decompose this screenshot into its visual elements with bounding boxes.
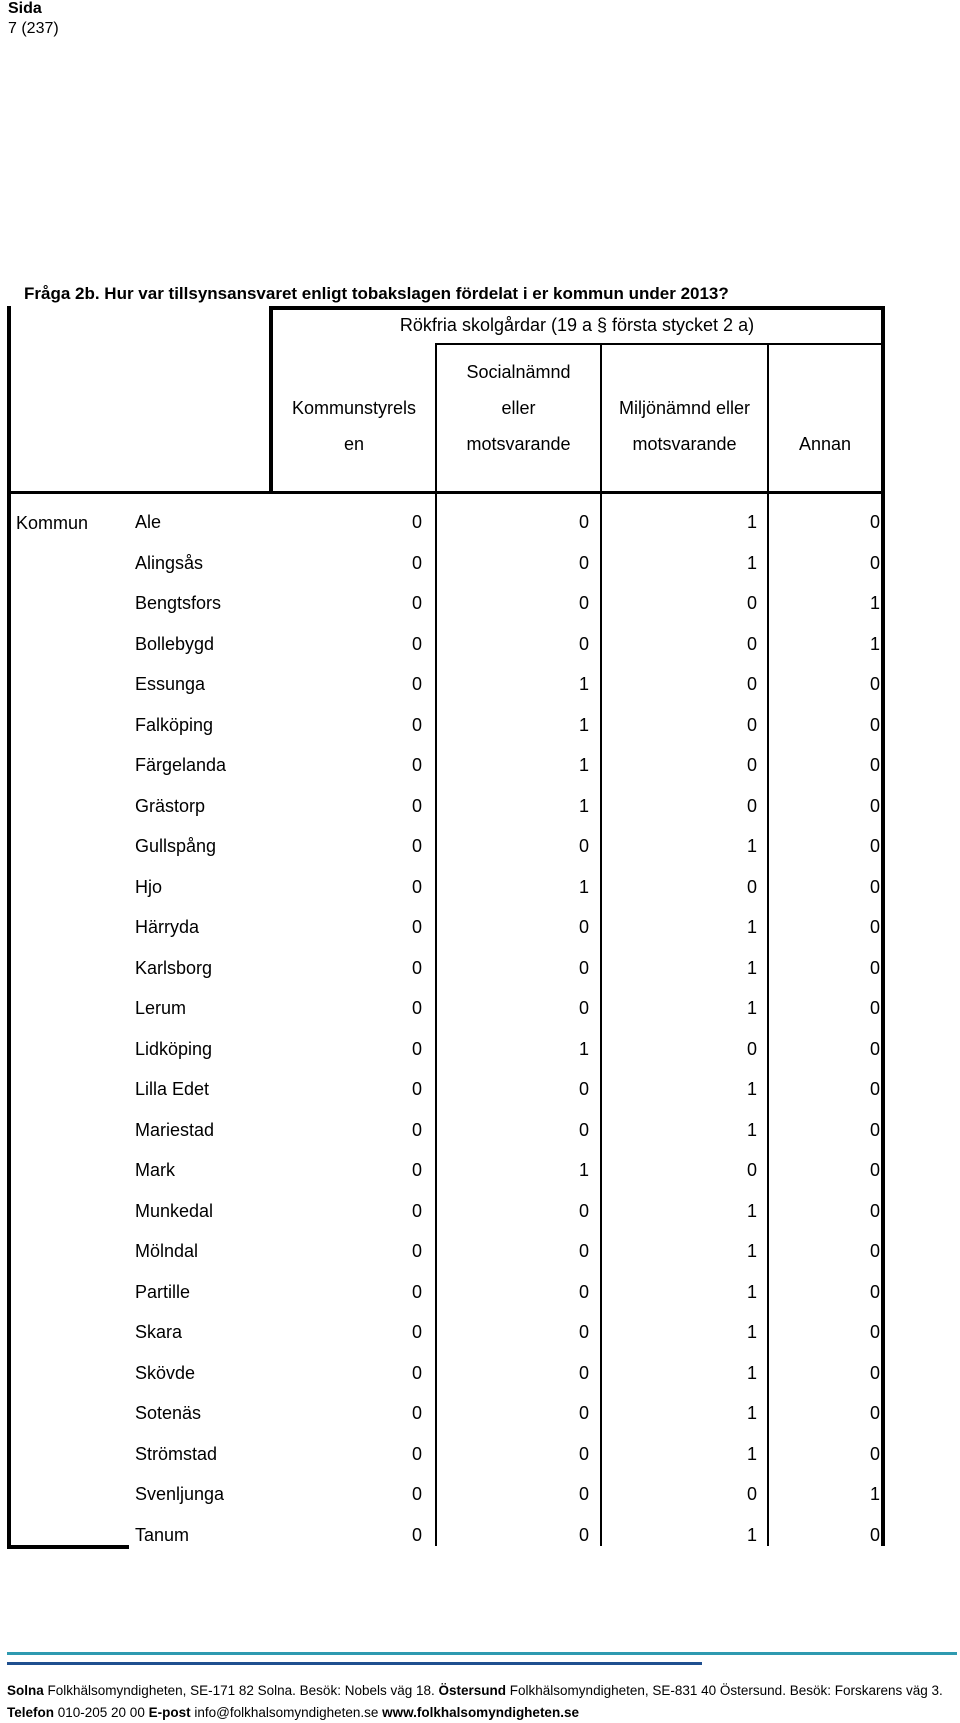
annan-value: 0 — [869, 876, 880, 897]
municipality-name: Partille — [135, 1281, 191, 1302]
table-row — [7, 1029, 885, 1069]
kommunstyrelsen-value: 0 — [411, 593, 422, 613]
municipality-name: Strömstad — [135, 1443, 218, 1464]
annan-value: 0 — [869, 674, 880, 694]
municipality-name: Färgelanda — [135, 755, 227, 775]
municipality-name: Essunga — [135, 674, 206, 694]
miljonamnd-value: 1 — [746, 1322, 757, 1342]
socialnamnd-value: 0 — [578, 1281, 589, 1302]
miljonamnd-value: 0 — [746, 1160, 757, 1180]
miljonamnd-value: 1 — [746, 552, 757, 573]
miljonamnd-value: 1 — [746, 1241, 757, 1261]
miljonamnd-value: 0 — [746, 795, 757, 816]
kommunstyrelsen-value: 0 — [411, 633, 422, 654]
footer-contact-line — [7, 1705, 579, 1720]
footer-rule-top — [7, 1652, 957, 1655]
annan-value: 0 — [869, 1079, 880, 1099]
table-row — [7, 705, 885, 745]
miljonamnd-value: 0 — [746, 755, 757, 775]
miljonamnd-value: 1 — [746, 1524, 757, 1545]
table-row — [7, 1272, 885, 1312]
miljonamnd-value: 1 — [746, 512, 757, 532]
socialnamnd-value: 1 — [578, 1160, 589, 1180]
municipality-name: Lilla Edet — [135, 1079, 210, 1099]
kommunstyrelsen-value: 0 — [411, 1038, 422, 1059]
socialnamnd-value: 1 — [578, 755, 589, 775]
socialnamnd-value: 0 — [578, 1119, 589, 1140]
socialnamnd-value: 0 — [578, 836, 589, 856]
miljonamnd-value: 1 — [746, 917, 757, 937]
table-row — [7, 1191, 885, 1231]
socialnamnd-value: 0 — [578, 512, 589, 532]
annan-value: 0 — [869, 998, 880, 1018]
municipality-name: Sotenäs — [135, 1403, 202, 1423]
socialnamnd-value: 0 — [578, 957, 589, 978]
table-row — [7, 745, 885, 785]
miljonamnd-value: 1 — [746, 1362, 757, 1383]
miljonamnd-value: 1 — [746, 1443, 757, 1464]
kommunstyrelsen-value: 0 — [411, 957, 422, 978]
annan-value: 0 — [869, 957, 880, 978]
miljonamnd-value: 1 — [746, 1200, 757, 1221]
kommunstyrelsen-value: 0 — [411, 1403, 422, 1423]
socialnamnd-value: 0 — [578, 998, 589, 1018]
footer-ostersund-address: Folkhälsomyndigheten, SE-831 40 Östersund. Besök: Forskarens väg 3. — [506, 1683, 943, 1698]
table-row — [7, 624, 885, 664]
annan-value: 0 — [869, 755, 880, 775]
miljonamnd-value: 0 — [746, 1484, 757, 1504]
question-heading: Fråga 2b. Hur var tillsynsansvaret enligt tobakslagen fördelat i er kommun under 2013? — [24, 284, 729, 303]
table-row — [7, 1474, 885, 1514]
municipality-name: Härryda — [135, 917, 200, 937]
annan-value: 0 — [869, 1443, 880, 1464]
socialnamnd-value: 1 — [578, 714, 589, 735]
kommunstyrelsen-value: 0 — [411, 552, 422, 573]
miljonamnd-value: 0 — [746, 714, 757, 735]
miljonamnd-value: 0 — [746, 674, 757, 694]
table-row — [7, 1110, 885, 1150]
miljonamnd-value: 0 — [746, 876, 757, 897]
socialnamnd-value: 0 — [578, 1484, 589, 1504]
municipality-name: Bollebygd — [135, 633, 215, 654]
miljonamnd-value: 1 — [746, 1119, 757, 1140]
col-header-socialnamnd-line2: eller — [501, 398, 536, 418]
socialnamnd-value: 0 — [578, 1443, 589, 1464]
municipality-name: Munkedal — [135, 1200, 214, 1221]
annan-value: 0 — [869, 1200, 880, 1221]
annan-value: 0 — [869, 1241, 880, 1261]
table-row — [7, 1515, 885, 1555]
socialnamnd-value: 0 — [578, 552, 589, 573]
kommunstyrelsen-value: 0 — [411, 1322, 422, 1342]
table-row — [7, 1393, 885, 1433]
table-row — [7, 1150, 885, 1190]
kommunstyrelsen-value: 0 — [411, 674, 422, 694]
kommunstyrelsen-value: 0 — [411, 1362, 422, 1383]
footer-email-label: E-post — [148, 1705, 191, 1720]
miljonamnd-value: 1 — [746, 1079, 757, 1099]
footer-website[interactable]: www.folkhalsomyndigheten.se — [382, 1705, 579, 1720]
table-row — [7, 867, 885, 907]
annan-value: 0 — [869, 552, 880, 573]
annan-value: 0 — [869, 1524, 880, 1545]
kommunstyrelsen-value: 0 — [411, 1484, 422, 1504]
table-row — [7, 1312, 885, 1352]
kommunstyrelsen-value: 0 — [411, 1160, 422, 1180]
socialnamnd-value: 0 — [578, 1322, 589, 1342]
page-number: 7 (237) — [8, 20, 59, 37]
kommunstyrelsen-value: 0 — [411, 512, 422, 532]
footer-solna-address: Folkhälsomyndigheten, SE-171 82 Solna. Besök: Nobels väg 18. — [43, 1683, 439, 1698]
kommunstyrelsen-value: 0 — [411, 1281, 422, 1302]
miljonamnd-value: 0 — [746, 633, 757, 654]
municipality-name: Skara — [135, 1322, 183, 1342]
miljonamnd-value: 1 — [746, 1403, 757, 1423]
kommunstyrelsen-value: 0 — [411, 1443, 422, 1464]
miljonamnd-value: 1 — [746, 998, 757, 1018]
municipality-name: Falköping — [135, 714, 214, 735]
annan-value: 0 — [869, 512, 880, 532]
annan-value: 0 — [869, 1362, 880, 1383]
table-row — [7, 1353, 885, 1393]
miljonamnd-value: 1 — [746, 1281, 757, 1302]
municipality-name: Mölndal — [135, 1241, 199, 1261]
municipality-name: Mark — [135, 1160, 175, 1180]
municipality-name: Mariestad — [135, 1119, 215, 1140]
socialnamnd-value: 0 — [578, 1362, 589, 1383]
socialnamnd-value: 0 — [578, 593, 589, 613]
socialnamnd-value: 0 — [578, 1200, 589, 1221]
footer-phone: 010-205 20 00 — [54, 1705, 149, 1720]
annan-value: 0 — [869, 836, 880, 856]
socialnamnd-value: 1 — [578, 795, 589, 816]
municipality-name: Karlsborg — [135, 957, 213, 978]
municipality-name: Lerum — [135, 998, 187, 1018]
annan-value: 1 — [869, 633, 880, 654]
table-row — [7, 502, 885, 542]
socialnamnd-value: 1 — [578, 674, 589, 694]
row-group-label: Kommun — [16, 513, 89, 533]
annan-value: 0 — [869, 1160, 880, 1180]
footer-rule-bottom — [7, 1662, 702, 1665]
kommunstyrelsen-value: 0 — [411, 1079, 422, 1099]
socialnamnd-value: 0 — [578, 1524, 589, 1545]
municipality-name: Lidköping — [135, 1038, 213, 1059]
socialnamnd-value: 0 — [578, 1403, 589, 1423]
kommunstyrelsen-value: 0 — [411, 917, 422, 937]
miljonamnd-value: 1 — [746, 957, 757, 978]
kommunstyrelsen-value: 0 — [411, 755, 422, 775]
col-header-annan: Annan — [798, 434, 852, 454]
annan-value: 0 — [869, 1322, 880, 1342]
municipality-name: Gullspång — [135, 836, 217, 856]
footer-address-line — [7, 1683, 943, 1698]
annan-value: 1 — [869, 593, 880, 613]
col-header-kommunstyrelsen-line2: en — [343, 434, 365, 454]
footer-email: info@folkhalsomyndigheten.se — [190, 1705, 383, 1720]
col-header-miljonamnd-line1: Miljönämnd eller — [618, 398, 751, 418]
kommunstyrelsen-value: 0 — [411, 1241, 422, 1261]
group-header: Rökfria skolgårdar (19 a § första stycket 2 a) — [399, 315, 755, 335]
municipality-name: Svenljunga — [135, 1484, 225, 1504]
annan-value: 0 — [869, 1119, 880, 1140]
municipality-name: Grästorp — [135, 795, 206, 816]
socialnamnd-value: 0 — [578, 1079, 589, 1099]
kommunstyrelsen-value: 0 — [411, 1200, 422, 1221]
table-row — [7, 907, 885, 947]
footer-solna-label: Solna — [7, 1683, 44, 1698]
municipality-name: Bengtsfors — [135, 593, 222, 613]
annan-value: 1 — [869, 1484, 880, 1504]
footer-ostersund-label: Östersund — [438, 1683, 507, 1698]
miljonamnd-value: 0 — [746, 593, 757, 613]
kommunstyrelsen-value: 0 — [411, 714, 422, 735]
socialnamnd-value: 0 — [578, 633, 589, 654]
municipality-name: Tanum — [135, 1524, 190, 1545]
table-row — [7, 1434, 885, 1474]
header-bottom-rule — [7, 491, 885, 494]
miljonamnd-value: 1 — [746, 836, 757, 856]
page-label: Sida — [8, 0, 42, 17]
table-row — [7, 826, 885, 866]
miljonamnd-value: 0 — [746, 1038, 757, 1059]
socialnamnd-value: 0 — [578, 1241, 589, 1261]
table-row — [7, 543, 885, 583]
annan-value: 0 — [869, 917, 880, 937]
table-row — [7, 583, 885, 623]
kommunstyrelsen-value: 0 — [411, 876, 422, 897]
kommunstyrelsen-value: 0 — [411, 998, 422, 1018]
table-row — [7, 1231, 885, 1271]
socialnamnd-value: 1 — [578, 876, 589, 897]
table-row — [7, 988, 885, 1028]
col-header-kommunstyrelsen-line1: Kommunstyrels — [291, 398, 417, 418]
municipality-name: Hjo — [135, 876, 163, 897]
annan-value: 0 — [869, 714, 880, 735]
socialnamnd-value: 1 — [578, 1038, 589, 1059]
annan-value: 0 — [869, 1281, 880, 1302]
municipality-name: Alingsås — [135, 552, 204, 573]
kommunstyrelsen-value: 0 — [411, 836, 422, 856]
table-row — [7, 948, 885, 988]
annan-value: 0 — [869, 1403, 880, 1423]
table-row — [7, 1069, 885, 1109]
socialnamnd-value: 0 — [578, 917, 589, 937]
kommunstyrelsen-value: 0 — [411, 1524, 422, 1545]
col-header-miljonamnd-line2: motsvarande — [632, 434, 737, 454]
table-row — [7, 786, 885, 826]
kommunstyrelsen-value: 0 — [411, 1119, 422, 1140]
municipality-name: Skövde — [135, 1362, 196, 1383]
annan-value: 0 — [869, 1038, 880, 1059]
group-header-rule — [435, 343, 885, 345]
table-row — [7, 664, 885, 704]
municipality-name: Ale — [135, 512, 162, 532]
results-table — [7, 306, 885, 1549]
kommunstyrelsen-value: 0 — [411, 795, 422, 816]
col-header-socialnamnd-line1: Socialnämnd — [466, 362, 571, 382]
col-header-socialnamnd-line3: motsvarande — [466, 434, 571, 454]
annan-value: 0 — [869, 795, 880, 816]
footer-phone-label: Telefon — [7, 1705, 54, 1720]
